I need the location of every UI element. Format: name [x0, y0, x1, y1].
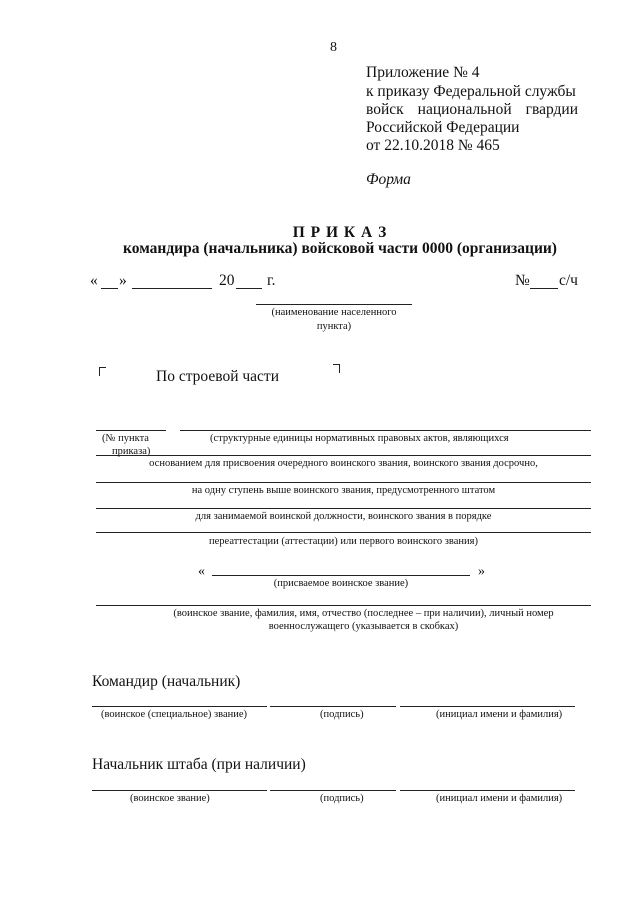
- chief-of-staff-heading: Начальник штаба (при наличии): [92, 756, 306, 773]
- chief-signature-caption: (подпись): [320, 793, 364, 804]
- document-title: П Р И К А З: [292, 224, 388, 241]
- commander-name-field[interactable]: [400, 706, 575, 707]
- document-subtitle: командира (начальника) войсковой части 0000 (организации): [123, 240, 557, 257]
- appendix-line-3-word-1: войск: [366, 101, 404, 118]
- commander-rank-caption: (воинское (специальное) звание): [101, 709, 248, 720]
- corner-bracket-right: [333, 364, 340, 373]
- basis-caption-line-1: (структурные единицы нормативных правовых актов, являющихся: [210, 433, 509, 444]
- appendix-line-3-word-3: гвардии: [525, 101, 578, 118]
- appendix-line-2: к приказу Федеральной службы: [366, 83, 576, 100]
- basis-field-2[interactable]: [96, 455, 591, 456]
- assigned-rank-field[interactable]: [212, 575, 470, 576]
- serviceman-field[interactable]: [96, 605, 591, 606]
- commander-rank-field[interactable]: [92, 706, 267, 707]
- appendix-line-3-word-2: национальной: [417, 101, 512, 118]
- settlement-caption-line-1: (наименование населенного: [271, 307, 397, 318]
- appendix-line-3: [366, 101, 578, 119]
- serviceman-caption-line-2: военнослужащего (указывается в скобках): [268, 621, 459, 632]
- settlement-caption-line-2: пункта): [316, 321, 352, 332]
- day-field[interactable]: [101, 288, 118, 289]
- basis-field-3[interactable]: [96, 482, 591, 483]
- basis-caption-line-3: на одну ступень выше воинского звания, предусмотренного штатом: [191, 485, 496, 496]
- year-suffix: г.: [267, 272, 276, 289]
- assigned-rank-caption: (присваемое воинское звание): [273, 578, 409, 589]
- chief-rank-caption: (воинское звание): [130, 793, 210, 804]
- chief-signature-field[interactable]: [270, 790, 396, 791]
- month-field[interactable]: [132, 288, 212, 289]
- section-heading: По строевой части: [156, 368, 279, 385]
- chief-rank-field[interactable]: [92, 790, 267, 791]
- item-number-caption-line-1: (№ пункта: [102, 433, 149, 444]
- date-close-quote: »: [119, 272, 127, 289]
- order-number-suffix: с/ч: [559, 272, 578, 289]
- commander-heading: Командир (начальник): [92, 673, 241, 690]
- basis-caption-line-2: основанием для присвоения очередного воинского звания, воинского звания досрочно,: [149, 458, 538, 469]
- page-number: 8: [330, 40, 337, 55]
- appendix-line-1: Приложение № 4: [366, 64, 480, 81]
- serviceman-caption-line-1: (воинское звание, фамилия, имя, отчество (последнее – при наличии), личный номер: [173, 608, 554, 619]
- item-number-caption-line-2: приказа): [112, 446, 151, 457]
- commander-signature-caption: (подпись): [320, 709, 364, 720]
- commander-name-caption: (инициал имени и фамилия): [436, 709, 563, 720]
- basis-caption-line-5: переаттестации (аттестации) или первого воинского звания): [209, 536, 478, 547]
- basis-field-5[interactable]: [96, 532, 591, 533]
- corner-bracket-left: [99, 367, 106, 376]
- chief-name-field[interactable]: [400, 790, 575, 791]
- order-number-field[interactable]: [530, 288, 558, 289]
- settlement-field[interactable]: [256, 304, 412, 305]
- item-number-field[interactable]: [96, 430, 166, 431]
- basis-field-1[interactable]: [180, 430, 591, 431]
- basis-caption-line-4: для занимаемой воинской должности, воинского звания в порядке: [195, 511, 492, 522]
- year-field[interactable]: [236, 288, 262, 289]
- rank-open-quote: «: [198, 564, 205, 579]
- appendix-line-4: Российской Федерации: [366, 119, 520, 136]
- order-number-prefix: №: [515, 272, 530, 289]
- appendix-line-5: от 22.10.2018 № 465: [366, 137, 500, 154]
- rank-close-quote: »: [478, 564, 485, 579]
- commander-signature-field[interactable]: [270, 706, 396, 707]
- form-label: Форма: [366, 171, 411, 188]
- basis-field-4[interactable]: [96, 508, 591, 509]
- date-open-quote: «: [90, 272, 98, 289]
- year-prefix: 20: [219, 272, 235, 289]
- chief-name-caption: (инициал имени и фамилия): [436, 793, 563, 804]
